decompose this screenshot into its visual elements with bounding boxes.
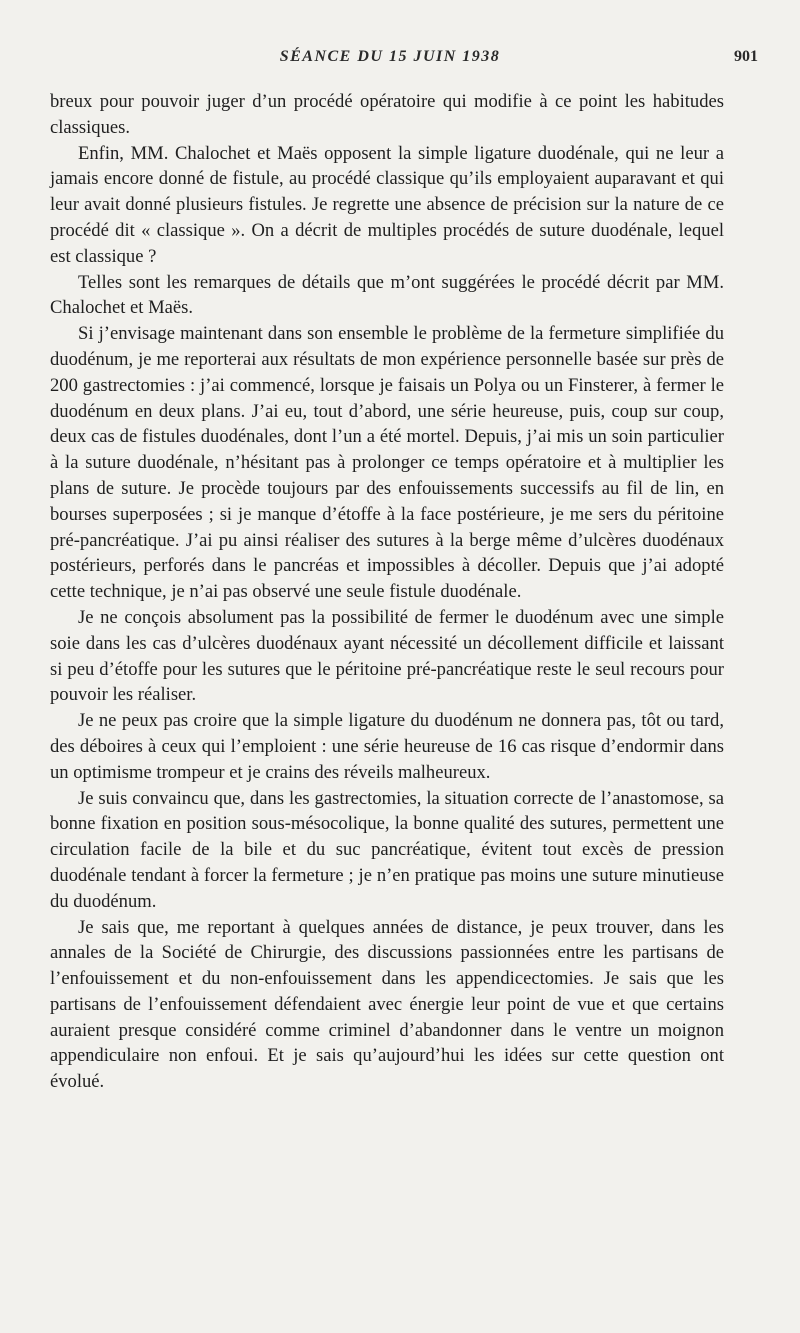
paragraph: Je suis convaincu que, dans les gastrectomies, la situation correcte de l’anastomose, sa bonne fixation en position sous-mésocolique, la bonne qualité des sutures, permettent une circulation facile de la bile et du suc pancréatique, évitent tout excès de pression duodénale tendant à forcer la fermeture ; je n’en pratique pas moins une suture minutieuse du duodénum. xyxy=(50,787,724,912)
paragraph: Enfin, MM. Chalochet et Maës opposent la simple ligature duodénale, qui ne leur a jamais encore donné de fistule, au procédé classique qu’ils employaient auparavant et qui leur avait donné plusieurs fistules. Je regrette une absence de précision sur la nature de ce procédé dit « classique ». On a décrit de multiples procédés de suture duodénale, lequel est classique ? xyxy=(50,142,724,267)
paragraph-continued: breux pour pouvoir juger d’un procédé opératoire qui modifie à ce point les habitudes classiques. xyxy=(50,91,724,138)
page-number: 901 xyxy=(734,48,758,65)
running-head xyxy=(0,48,800,72)
paragraph: Si j’envisage maintenant dans son ensemble le problème de la fermeture simplifiée du duodénum, je me reporterai aux résultats de mon expérience personnelle basée sur près de 200 gastrectomies : j’ai commencé, lorsque je faisais un Polya ou un Finsterer, à fermer le duodénum en deux plans. J’ai eu, tout d’abord, une série heureuse, puis, coup sur coup, deux cas de fistules duodénales, dont l’un a été mortel. Depuis, j’ai mis un soin particulier à la suture duodénale, n’hésitant pas à prolonger ce temps opératoire et à multiplier les plans de suture. Je procède toujours par des enfouissements successifs au fil de lin, en bourses superposées ; si je manque d’étoffe à la face postérieure, je me sers du péritoine pré-pancréatique. J’ai pu ainsi réaliser des sutures à la berge même d’ulcères duodénaux postérieurs, perforés dans le pancréas et impossibles à décoller. Depuis que j’ai adopté cette technique, je n’ai pas observé une seule fistule duodénale. xyxy=(50,323,724,603)
paragraph: Telles sont les remarques de détails que m’ont suggérées le procédé décrit par MM. Chalochet et Maës. xyxy=(50,271,724,319)
paragraph: Je ne conçois absolument pas la possibilité de fermer le duodénum avec une simple soie dans les cas d’ulcères duodénaux ayant nécessité un décollement difficile et laissant si peu d’étoffe pour les sutures que le péritoine pré-pancréatique reste le seul recours pour pouvoir les réaliser. xyxy=(50,606,724,706)
body-text xyxy=(50,89,724,1095)
running-title: SÉANCE DU 15 JUIN 1938 xyxy=(279,48,501,65)
paragraph: Je ne peux pas croire que la simple ligature du duodénum ne donnera pas, tôt ou tard, des déboires à ceux qui l’emploient : une série heureuse de 16 cas risque d’endormir dans un optimisme trompeur et je crains des réveils malheureux. xyxy=(50,710,724,783)
paragraph: Je sais que, me reportant à quelques années de distance, je peux trouver, dans les annales de la Société de Chirurgie, des discussions passionnées entre les partisans de l’enfouissement et du non-enfouissement dans les appendicectomies. Je sais que les partisans de l’enfouissement défendaient avec énergie leur point de vue et que certains auraient presque considéré comme criminel d’abandonner dans le ventre un moignon appendiculaire non enfoui. Et je sais qu’aujourd’hui les idées sur cette question ont évolué. xyxy=(50,916,724,1093)
